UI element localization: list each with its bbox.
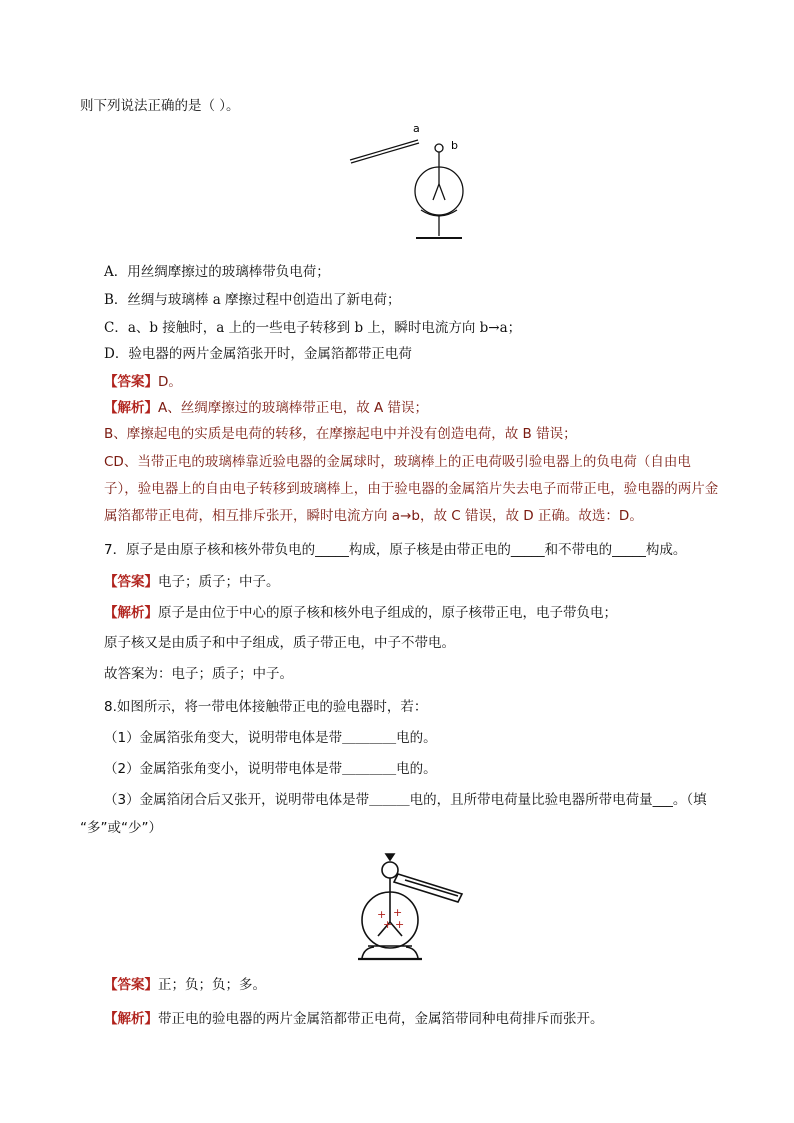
analysis-text: A、丝绸摩擦过的玻璃棒带正电，故 A 错误； [158, 400, 429, 416]
electroscope [358, 854, 422, 959]
charge-symbol: + [395, 918, 405, 931]
q6-analysis-line-4: 子），验电器上的自由电子转移到玻璃棒上，由于验电器的金属箔片失去电子而带正电，验电器的两片金 [104, 481, 719, 497]
q8-item-2: （2）金属箔张角变小，说明带电体是带＿＿＿＿电的。 [104, 761, 437, 777]
analysis-text: 带正电的验电器的两片金属箔都带正电荷，金属箔带同种电荷排斥而张开。 [158, 1011, 604, 1027]
q7-answer [104, 572, 280, 592]
q6-analysis-line-2: B、摩擦起电的实质是电荷的转移，在摩擦起电中并没有创造电荷，故 B 错误； [104, 426, 577, 442]
electroscope-figure-1 [340, 118, 480, 250]
q6-option-c: C．a、b 接触时，a 上的一些电子转移到 b 上，瞬时电流方向 b→a； [104, 320, 522, 336]
answer-text: D。 [158, 374, 182, 390]
q8-item-1: （1）金属箔张角变大，说明带电体是带＿＿＿＿电的。 [104, 730, 437, 746]
answer-text: 电子；质子；中子。 [158, 574, 280, 590]
q6-analysis-line-3: CD、当带正电的玻璃棒靠近验电器的金属球时，玻璃棒上的正电荷吸引验电器上的负电荷（自由电 [104, 454, 691, 470]
analysis-text: 原子是由位于中心的原子核和核外电子组成的，原子核带正电，电子带负电； [158, 605, 617, 621]
q7-stem: 7．原子是由原子核和核外带负电的_____构成，原子核是由带正电的_____和不带电的_____构成。 [104, 542, 687, 558]
answer-tag: 【答案】 [104, 374, 158, 390]
q8-analysis [104, 1009, 604, 1029]
analysis-tag: 【解析】 [104, 1011, 158, 1027]
q7-analysis-line-1 [104, 603, 617, 623]
q8-answer [104, 975, 266, 995]
analysis-tag: 【解析】 [104, 605, 158, 621]
answer-tag: 【答案】 [104, 574, 158, 590]
q6-option-d: D．验电器的两片金属箔张开时，金属箔都带正电荷 [104, 346, 412, 362]
q6-stem: 则下列说法正确的是（ ）。 [80, 98, 240, 114]
q8-stem: 8.如图所示，将一带电体接触带正电的验电器时，若： [104, 699, 428, 715]
label-b: b [451, 139, 458, 152]
charge-symbol: + [393, 906, 403, 919]
q6-analysis-line-5: 属箔都带正电荷，相互排斥张开，瞬时电流方向 a→b，故 C 错误，故 D 正确。故选：D。 [104, 508, 643, 524]
answer-text: 正；负；负；多。 [158, 977, 266, 993]
q6-option-b: B．丝绸与玻璃棒 a 摩擦过程中创造出了新电荷； [104, 292, 401, 308]
q6-option-a: A．用丝绸摩擦过的玻璃棒带负电荷； [104, 264, 330, 280]
q6-answer [104, 372, 182, 392]
q7-analysis-line-3: 故答案为：电子；质子；中子。 [104, 666, 293, 682]
q8-item-3-cont: “多”或“少”） [80, 820, 162, 836]
q7-analysis-line-2: 原子核又是由质子和中子组成，质子带正电，中子不带电。 [104, 635, 455, 651]
analysis-tag: 【解析】 [104, 400, 158, 416]
label-a: a [413, 122, 420, 135]
q8-item-3: （3）金属箔闭合后又张开，说明带电体是带＿＿＿电的，且所带电荷量比验电器所带电荷量___。（填 [104, 792, 707, 808]
electroscope [415, 144, 463, 238]
glass-rod [350, 140, 419, 163]
charged-rod [394, 874, 462, 902]
charge-symbol: + [377, 908, 387, 921]
electroscope-figure-2 [350, 848, 480, 966]
charge-symbol: + [383, 918, 393, 931]
q6-analysis-line-1 [104, 398, 428, 418]
answer-tag: 【答案】 [104, 977, 158, 993]
